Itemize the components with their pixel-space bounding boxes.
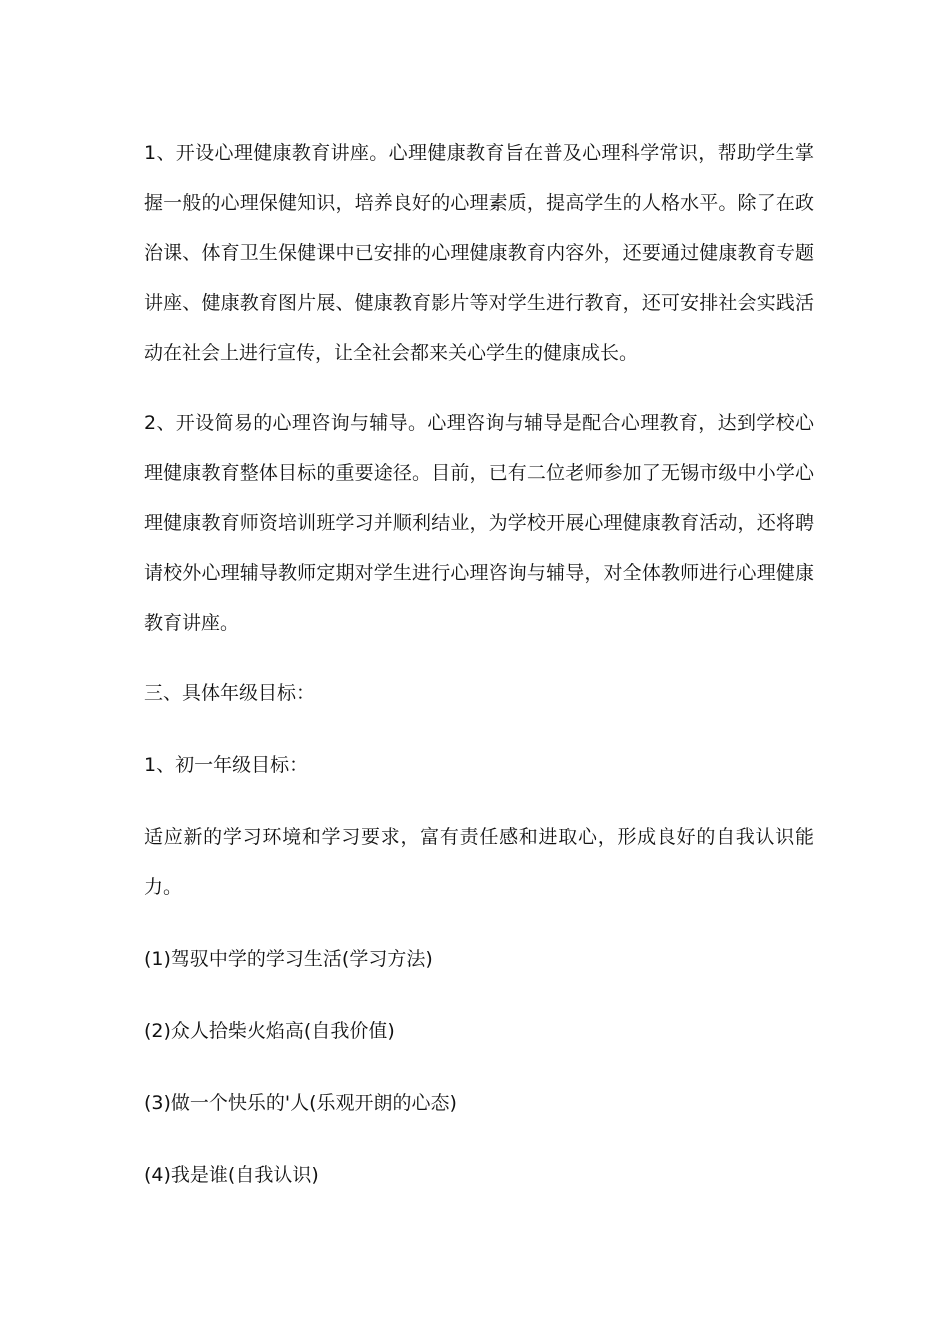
- list-item-4: (4)我是谁(自我认识): [144, 1164, 319, 1186]
- document-body: [144, 128, 814, 1200]
- list-item-2: (2)众人拾柴火焰高(自我价值): [144, 1020, 395, 1042]
- subheading-grade-one: 1、初一年级目标：: [144, 754, 309, 776]
- list-item-1: (1)驾驭中学的学习生活(学习方法): [144, 948, 433, 970]
- paragraph-counseling: 2、开设简易的心理咨询与辅导。心理咨询与辅导是配合心理教育，达到学校心理健康教育整体目标的重要途径。目前，已有二位老师参加了无锡市级中小学心理健康教育师资培训班学习并顺利结业，为学校开展心理健康教育活动，还将聘请校外心理辅导教师定期对学生进行心理咨询与辅导，对全体教师进行心理健康教育讲座。: [144, 412, 814, 634]
- paragraph-lecture: 1、开设心理健康教育讲座。心理健康教育旨在普及心理科学常识，帮助学生掌握一般的心理保健知识，培养良好的心理素质，提高学生的人格水平。除了在政治课、体育卫生保健课中已安排的心理健康教育内容外，还要通过健康教育专题讲座、健康教育图片展、健康教育影片等对学生进行教育，还可安排社会实践活动在社会上进行宣传，让全社会都来关心学生的健康成长。: [144, 142, 814, 364]
- list-item-3: (3)做一个快乐的'人(乐观开朗的心态): [144, 1092, 457, 1114]
- paragraph-grade-one-goal: 适应新的学习环境和学习要求，富有责任感和进取心，形成良好的自我认识能力。: [144, 826, 814, 898]
- section-heading-grade-goals: 三、具体年级目标：: [144, 682, 316, 704]
